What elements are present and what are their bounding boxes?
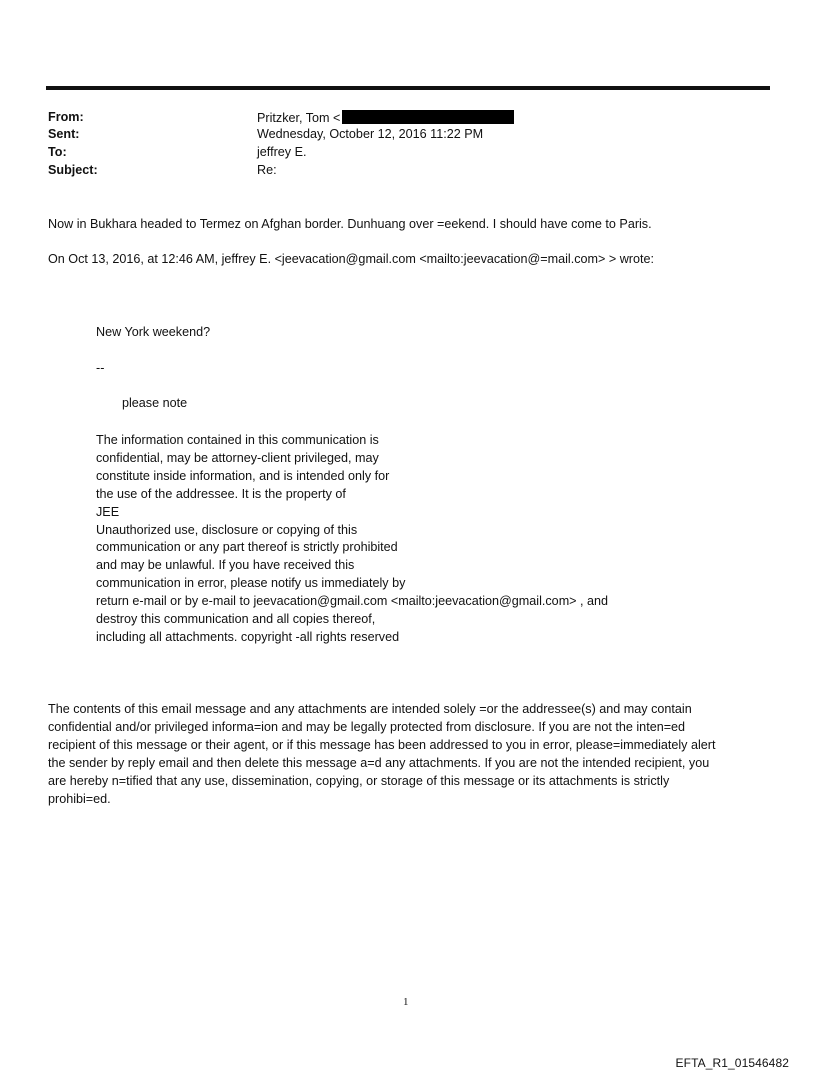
from-name: Pritzker, Tom < bbox=[257, 111, 341, 125]
document-id: EFTA_R1_01546482 bbox=[675, 1056, 789, 1070]
from-label: From: bbox=[48, 110, 84, 124]
to-value: jeffrey E. bbox=[257, 145, 307, 159]
notice-line: The information contained in this communication is bbox=[96, 433, 379, 447]
subject-label: Subject: bbox=[48, 163, 98, 177]
quoted-message: New York weekend? bbox=[96, 325, 211, 339]
subject-value: Re: bbox=[257, 163, 277, 177]
page-number: 1 bbox=[403, 996, 409, 1008]
notice-line: confidential, may be attorney-client privileged, may bbox=[96, 450, 379, 465]
please-note: please note bbox=[122, 396, 188, 410]
sent-label: Sent: bbox=[48, 127, 80, 141]
header-rule bbox=[46, 86, 770, 90]
notice-line: destroy this communication and all copies thereof, bbox=[96, 612, 376, 627]
footer-disclaimer bbox=[48, 700, 770, 808]
signature-separator: -- bbox=[96, 361, 105, 375]
notice-line: return e-mail or by e-mail to jeevacation@gmail.com <mailto:jeevacation@gmail.com> , and bbox=[96, 594, 609, 609]
footer-line: confidential and/or privileged informa=ion and may be legally protected from disclosure. If you are not the inten=ed bbox=[48, 720, 686, 734]
notice-line: JEE bbox=[96, 504, 120, 519]
notice-line: constitute inside information, and is intended only for bbox=[96, 468, 390, 483]
notice-line: the use of the addressee. It is the property of bbox=[96, 486, 346, 501]
sent-value: Wednesday, October 12, 2016 11:22 PM bbox=[257, 127, 484, 141]
confidentiality-notice bbox=[96, 432, 608, 647]
notice-line: and may be unlawful. If you have received this bbox=[96, 558, 355, 573]
footer-line: The contents of this email message and any attachments are intended solely =or the addressee(s) and may contain bbox=[48, 702, 692, 716]
notice-line: including all attachments. copyright -all rights reserved bbox=[96, 629, 400, 644]
quote-intro: On Oct 13, 2016, at 12:46 AM, jeffrey E. <jeevacation@gmail.com <mailto:jeevacation@=mail.com> > wrote: bbox=[48, 252, 654, 266]
redaction-block bbox=[342, 110, 514, 124]
footer-line: recipient of this message or their agent, or if this message has been addressed to you in error, please=immediately alert bbox=[48, 738, 716, 752]
footer-line: prohibi=ed. bbox=[48, 792, 111, 806]
notice-line: communication or any part thereof is strictly prohibited bbox=[96, 540, 398, 555]
notice-line: communication in error, please notify us immediately by bbox=[96, 576, 406, 591]
footer-line: the sender by reply email and then delete this message a=d any attachments. If you are not the intended recipient, you bbox=[48, 756, 710, 770]
footer-line: are hereby n=tified that any use, dissemination, copying, or storage of this message or its attachments is strictly bbox=[48, 774, 670, 788]
message-body: Now in Bukhara headed to Termez on Afghan border. Dunhuang over =eekend. I should have come to Paris. bbox=[48, 217, 652, 231]
notice-line: Unauthorized use, disclosure or copying of this bbox=[96, 522, 358, 537]
to-label: To: bbox=[48, 145, 67, 159]
from-value bbox=[257, 110, 514, 125]
